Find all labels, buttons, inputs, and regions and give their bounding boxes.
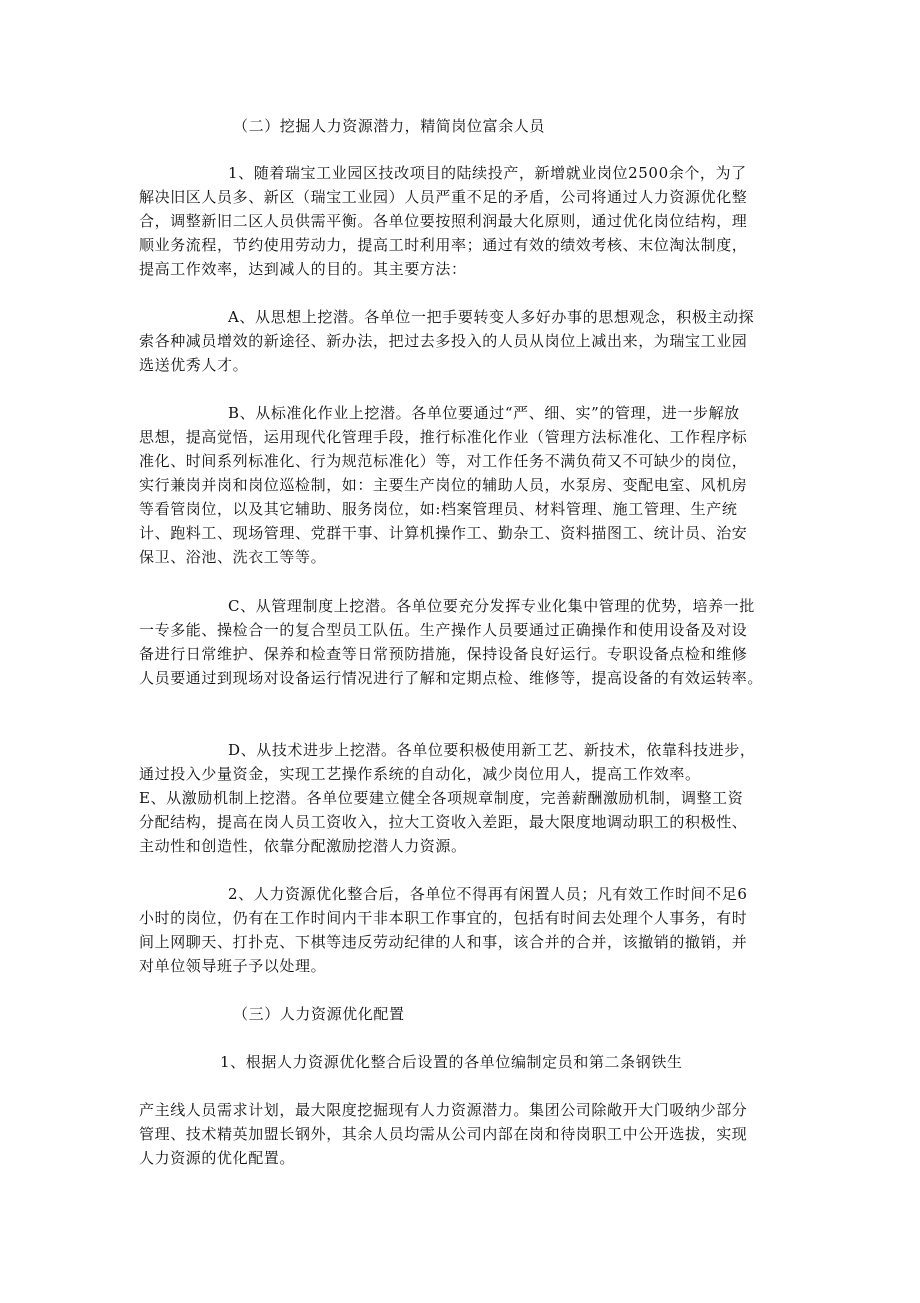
- paragraph-3-1-line: 产主线人员需求计划，最大限度挖掘现有人力资源潜力。集团公司除敞开大门吸纳少部分: [139, 1101, 748, 1119]
- paragraph-b-line: 准化、时间系列标准化、行为规范标准化）等，对工作任务不满负荷又不可缺少的岗位，: [139, 452, 748, 470]
- paragraph-1-line: 顺业务流程，节约使用劳动力，提高工时利用率；通过有效的绩效考核、末位淘汰制度，: [139, 236, 748, 254]
- paragraph-1-line: 合，调整新旧二区人员供需平衡。各单位要按照利润最大化原则，通过优化岗位结构，理: [139, 212, 748, 230]
- paragraph-b-line: B、从标准化作业上挖潜。各单位要通过“严、细、实”的管理，进一步解放: [228, 404, 740, 422]
- paragraph-2-line: 间上网聊天、打扑克、下棋等违反劳动纪律的人和事，该合并的合并，该撤销的撤销，并: [139, 933, 748, 951]
- paragraph-3-1-line: 人力资源的优化配置。: [139, 1149, 296, 1167]
- paragraph-2-line: 2、人力资源优化整合后，各单位不得再有闲置人员；凡有效工作时间不足6: [228, 885, 748, 903]
- paragraph-2-line: 对单位领导班子予以处理。: [139, 957, 327, 975]
- paragraph-b-line: 思想，提高觉悟，运用现代化管理手段，推行标准化作业（管理方法标准化、工作程序标: [139, 428, 748, 446]
- paragraph-1-line: 1、随着瑞宝工业园区技改项目的陆续投产，新增就业岗位2500余个，为了: [228, 164, 747, 182]
- paragraph-b-line: 等看管岗位，以及其它辅助、服务岗位，如:档案管理员、材料管理、施工管理、生产统: [139, 500, 738, 518]
- paragraph-b-line: 计、跑料工、现场管理、党群干事、计算机操作工、勤杂工、资料描图工、统计员、治安: [139, 524, 748, 542]
- paragraph-b-line: 保卫、浴池、洗衣工等等。: [139, 548, 327, 566]
- paragraph-d-line: 通过投入少量资金，实现工艺操作系统的自动化，减少岗位用人，提高工作效率。: [139, 765, 701, 783]
- paragraph-c-line: 备进行日常维护、保养和检查等日常预防措施，保持设备良好运行。专职设备点检和维修: [139, 645, 748, 663]
- paragraph-b-line: 实行兼岗并岗和岗位巡检制，如：主要生产岗位的辅助人员，水泵房、变配电室、风机房: [139, 476, 748, 494]
- paragraph-c-line: 人员要通过到现场对设备运行情况进行了解和定期点检、维修等，提高设备的有效运转率。: [139, 669, 764, 687]
- section-heading-2: （二）挖掘人力资源潜力，精简岗位富余人员: [233, 117, 546, 135]
- paragraph-1-line: 解决旧区人员多、新区（瑞宝工业园）人员严重不足的矛盾，公司将通过人力资源优化整: [139, 188, 748, 206]
- paragraph-a-line: 索各种减员增效的新途径、新办法，把过去多投入的人员从岗位上减出来，为瑞宝工业园: [139, 332, 748, 350]
- paragraph-3-1-line: 1、根据人力资源优化整合后设置的各单位编制定员和第二条钢铁生: [220, 1053, 683, 1071]
- paragraph-c-line: 一专多能、操检合一的复合型员工队伍。生产操作人员要通过正确操作和使用设备及对设: [139, 621, 748, 639]
- paragraph-c-line: C、从管理制度上挖潜。各单位要充分发挥专业化集中管理的优势，培养一批: [228, 597, 755, 615]
- paragraph-1-line: 提高工作效率，达到减人的目的。其主要方法：: [139, 260, 467, 278]
- paragraph-3-1-line: 管理、技术精英加盟长钢外，其余人员均需从公司内部在岗和待岗职工中公开选拔，实现: [139, 1125, 748, 1143]
- paragraph-a-line: 选送优秀人才。: [139, 356, 249, 374]
- paragraph-e-line: 分配结构，提高在岗人员工资收入，拉大工资收入差距，最大限度地调动职工的积极性、: [139, 813, 748, 831]
- paragraph-a-line: A、从思想上挖潜。各单位一把手要转变人多好办事的思想观念，积极主动探: [228, 308, 755, 326]
- paragraph-2-line: 小时的岗位，仍有在工作时间内干非本职工作事宜的，包括有时间去处理个人事务，有时: [139, 909, 748, 927]
- paragraph-e-line: 主动性和创造性，依靠分配激励挖潜人力资源。: [139, 837, 467, 855]
- paragraph-e-line: E、从激励机制上挖潜。各单位要建立健全各项规章制度，完善薪酬激励机制，调整工资: [139, 789, 744, 807]
- paragraph-d-line: D、从技术进步上挖潜。各单位要积极使用新工艺、新技术，依靠科技进步，: [228, 741, 756, 759]
- section-heading-3: （三）人力资源优化配置: [233, 1005, 405, 1023]
